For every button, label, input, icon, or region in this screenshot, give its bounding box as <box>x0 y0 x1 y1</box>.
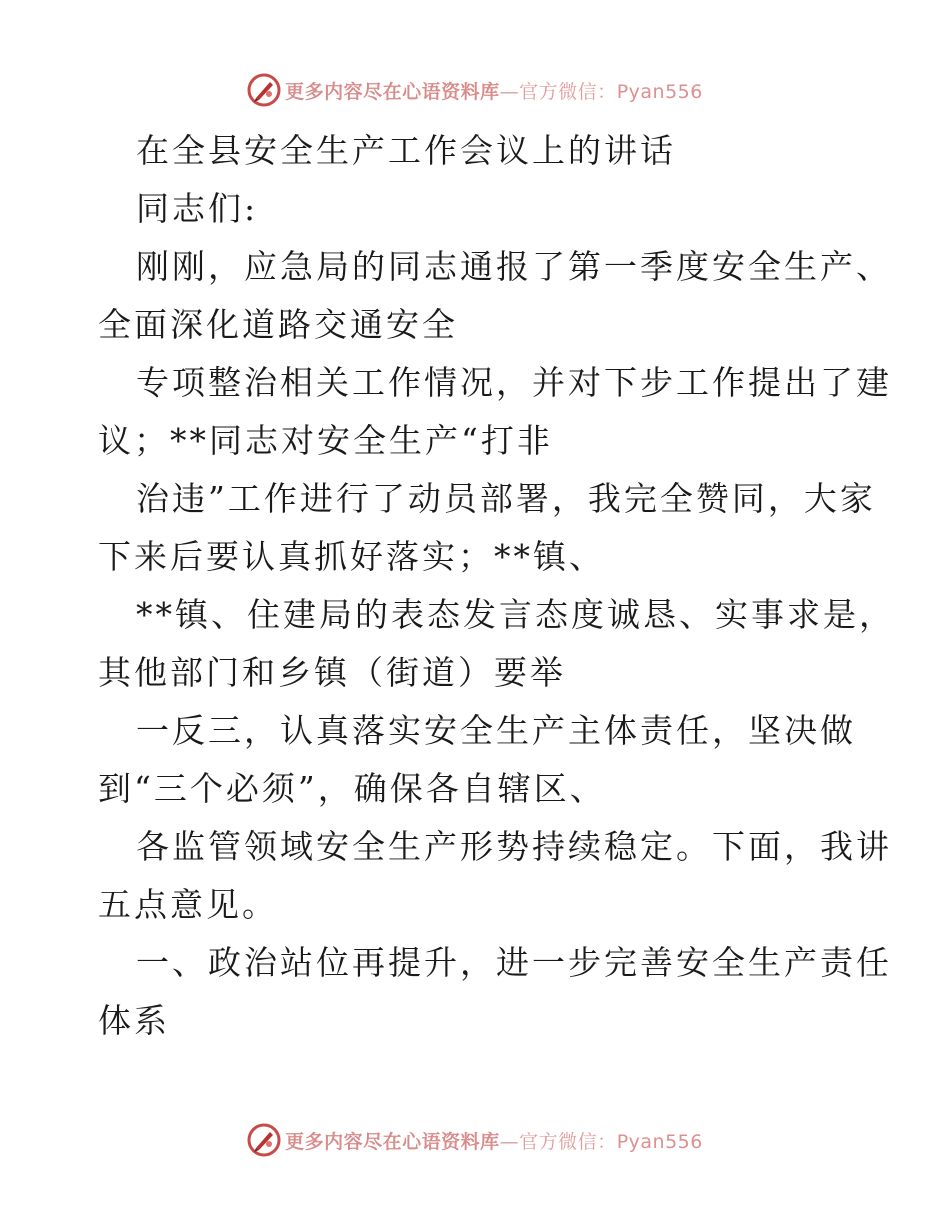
section-heading: 一、政治站位再提升，进一步完善安全生产责任 <box>136 943 892 982</box>
text-line: **镇、住建局的表态发言态度诚恳、实事求是， <box>136 595 895 634</box>
text-line: 专项整治相关工作情况，并对下步工作提出了建 <box>136 363 892 402</box>
watermark-contact: 官方微信： <box>519 80 617 103</box>
quill-logo-icon <box>247 73 281 107</box>
quill-logo-icon <box>247 1123 281 1157</box>
text-line: 下来后要认真抓好落实；**镇、 <box>98 537 605 576</box>
watermark-wechat-id: Pyan556 <box>616 1130 703 1153</box>
header-watermark <box>0 68 950 112</box>
watermark-text <box>285 77 703 104</box>
watermark-wechat-id: Pyan556 <box>616 80 703 103</box>
watermark-separator: — <box>499 1130 520 1153</box>
section-heading-continued: 体系 <box>98 1001 170 1040</box>
document-title: 在全县安全生产工作会议上的讲话 <box>136 131 676 170</box>
text-line: 到“三个必须”，确保各自辖区、 <box>98 769 606 808</box>
text-line: 治违”工作进行了动员部署，我完全赞同，大家 <box>136 479 876 518</box>
watermark-main: 更多内容尽在心语资料库 <box>285 1130 500 1153</box>
watermark-text <box>285 1127 703 1154</box>
text-line: 全面深化道路交通安全 <box>98 305 458 344</box>
watermark-main: 更多内容尽在心语资料库 <box>285 80 500 103</box>
text-line: 议；**同志对安全生产“打非 <box>98 421 553 460</box>
text-line: 一反三，认真落实安全生产主体责任，坚决做 <box>136 711 856 750</box>
text-line: 各监管领域安全生产形势持续稳定。下面，我讲 <box>136 827 892 866</box>
text-line: 五点意见。 <box>98 885 278 924</box>
watermark-contact: 官方微信： <box>519 1130 617 1153</box>
text-line: 其他部门和乡镇（街道）要举 <box>98 653 566 692</box>
watermark-separator: — <box>499 80 520 103</box>
salutation: 同志们: <box>136 189 259 228</box>
footer-watermark <box>0 1118 950 1162</box>
text-line: 刚刚，应急局的同志通报了第一季度安全生产、 <box>136 247 892 286</box>
document-body <box>98 122 895 1050</box>
